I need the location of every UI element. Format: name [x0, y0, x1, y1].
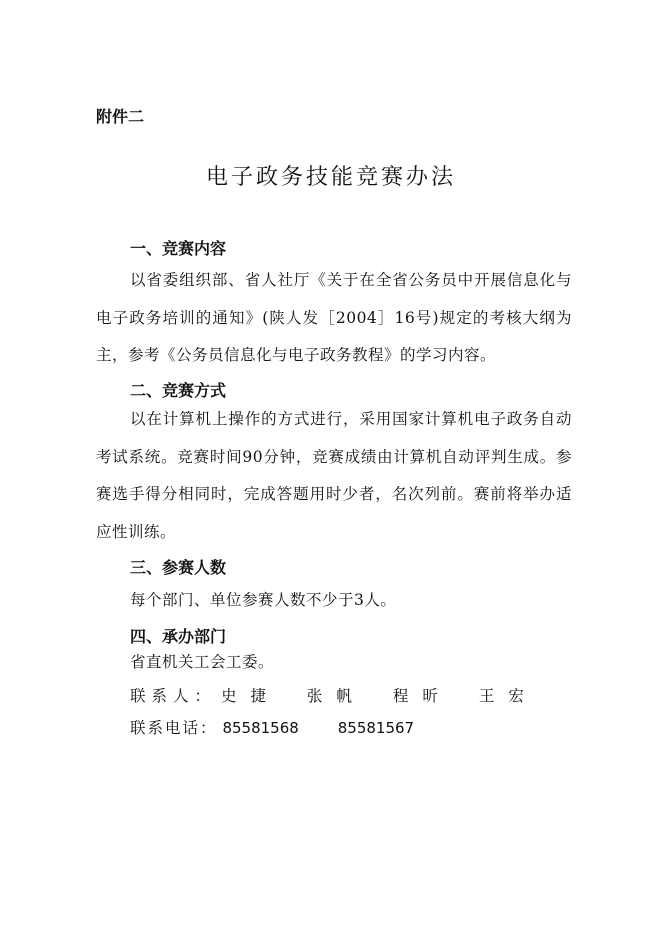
- contact-name: 程昕: [392, 687, 452, 705]
- contact-name: 王宏: [478, 687, 538, 705]
- section-body-participants: 每个部门、单位参赛人数不少于3人。: [130, 591, 397, 609]
- document-title: 电子政务技能竞赛办法: [205, 165, 456, 190]
- section-body-method: 以在计算机上操作的方式进行，采用国家计算机电子政务自动考试系统。竞赛时间90分钟，竞赛成绩由计算机自动评判生成。参赛选手得分相同时，完成答题用时少者，名次列前。赛前将举办适应性训练。: [96, 410, 572, 541]
- contact-name: 史捷: [220, 687, 280, 705]
- contact-phone-row: [130, 716, 448, 738]
- contact-name: 张帆: [306, 687, 366, 705]
- annex-label: 附件二: [96, 107, 145, 126]
- section-heading-method: 二、竞赛方式: [130, 381, 227, 400]
- contact-names: [221, 687, 560, 705]
- contact-phone-number: 85581567: [337, 719, 415, 737]
- section-heading-content: 一、竞赛内容: [130, 239, 227, 258]
- section-heading-participants: 三、参赛人数: [130, 558, 227, 577]
- contact-phone-label: 联系电话：: [130, 719, 218, 737]
- section-body-organizer: 省直机关工会工委。: [130, 653, 275, 671]
- contact-persons-label: 联系人：: [130, 687, 217, 705]
- section-heading-organizer: 四、承办部门: [130, 627, 227, 646]
- section-body-content: 以省委组织部、省人社厅《关于在全省公务员中开展信息化与电子政务培训的通知》(陕人发［2004］16号)规定的考核大纲为主，参考《公务员信息化与电子政务教程》的学习内容。: [96, 271, 572, 364]
- contact-persons-row: [130, 684, 560, 706]
- contact-phone-number: 85581568: [222, 719, 299, 737]
